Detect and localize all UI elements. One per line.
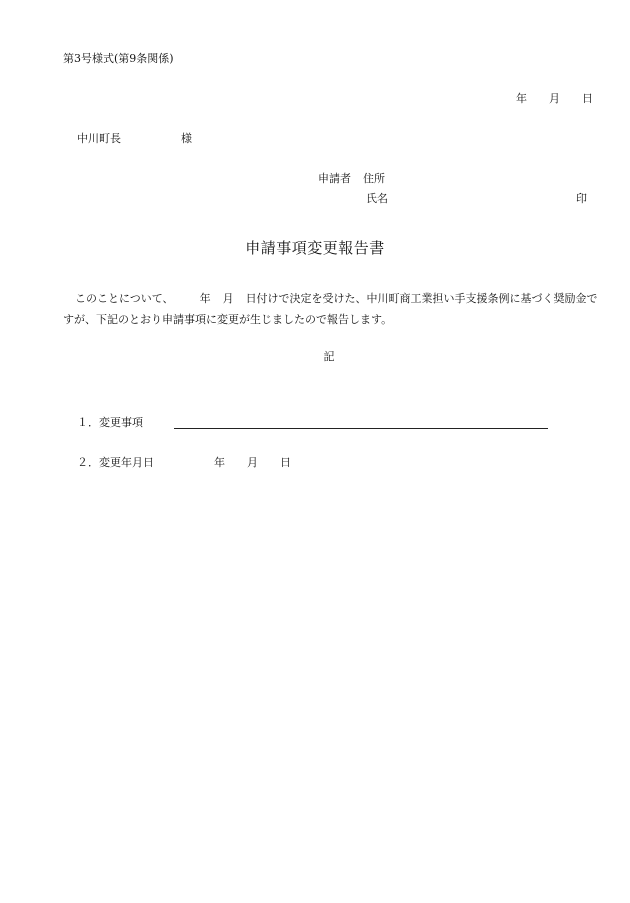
change-date-day: 日 <box>280 456 291 469</box>
change-matter-underline <box>174 428 548 429</box>
date-month: 月 <box>549 92 560 105</box>
item-change-date-label: ２．変更年月日 <box>77 456 154 469</box>
form-number: 第3号様式(第9条関係) <box>63 52 174 65</box>
addressee <box>77 130 192 146</box>
submission-date <box>516 90 593 106</box>
date-year: 年 <box>516 92 527 105</box>
body-paragraph <box>63 288 603 330</box>
seal-mark: 印 <box>576 192 587 205</box>
ki-heading: 記 <box>323 350 335 363</box>
applicant-label: 申請者 <box>318 172 351 185</box>
address-label: 住所 <box>363 172 385 185</box>
document-title: 申請事項変更報告書 <box>245 239 385 257</box>
date-day: 日 <box>582 92 593 105</box>
applicant-address-row <box>318 170 385 186</box>
change-date-year: 年 <box>214 456 225 469</box>
item-change-matter-label: １．変更事項 <box>77 416 143 429</box>
body-text-part2: 日付けで決定を受けた、中川町商工業担い手支援条例に基づく奨励金ですが、下記のとおり申請事項に変更が生じましたので報告します。 <box>63 292 598 326</box>
addressee-honorific: 様 <box>181 132 192 145</box>
body-text-part1: このことについて、 <box>75 292 174 305</box>
body-year: 年 <box>199 292 211 305</box>
body-month: 月 <box>222 292 234 305</box>
name-label: 氏名 <box>366 192 388 205</box>
addressee-name: 中川町長 <box>77 132 121 145</box>
change-date-month: 月 <box>247 456 258 469</box>
change-date <box>214 454 291 470</box>
